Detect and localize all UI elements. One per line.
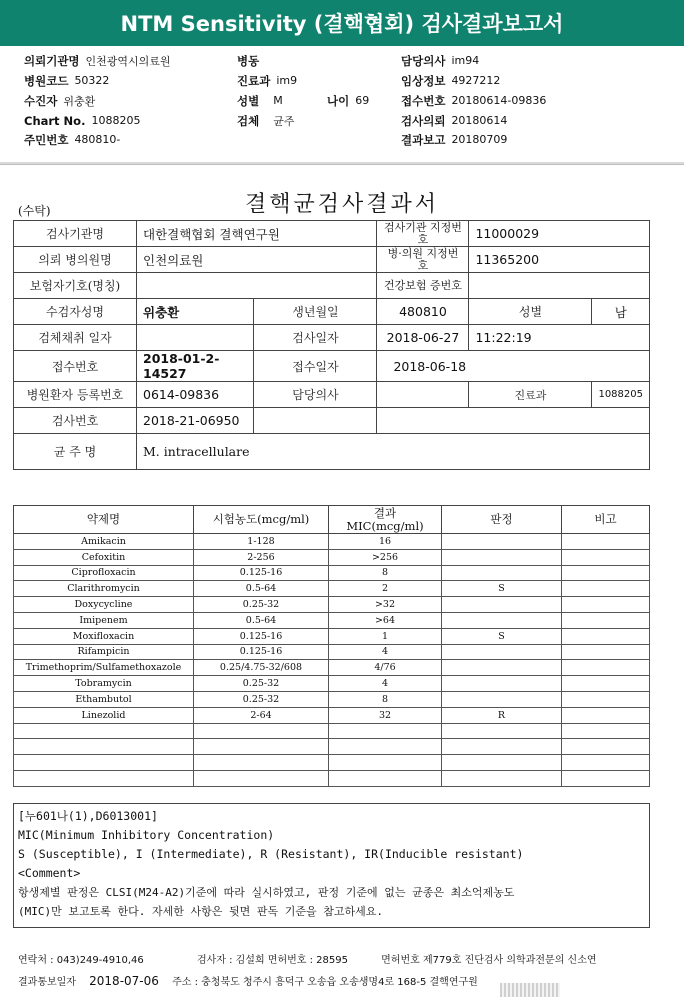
field-label: 진료과 bbox=[469, 382, 592, 408]
table-row bbox=[14, 434, 650, 470]
cell-mic: 4 bbox=[329, 676, 442, 692]
patient-info-panel bbox=[0, 50, 684, 162]
cell-judge bbox=[442, 612, 562, 628]
cell-drug bbox=[14, 739, 194, 755]
cell-note bbox=[562, 581, 650, 597]
info-label: 진료과 bbox=[237, 73, 271, 88]
field-value: M. intracellulare bbox=[137, 434, 650, 470]
cell-drug bbox=[14, 755, 194, 771]
table-row bbox=[14, 581, 650, 597]
column-header bbox=[329, 506, 442, 534]
cell-mic: 32 bbox=[329, 707, 442, 723]
info-label: 결과보고 bbox=[401, 132, 446, 147]
field-value bbox=[377, 382, 469, 408]
cell-drug: Doxycycline bbox=[14, 597, 194, 613]
info-value: 1088205 bbox=[91, 114, 141, 127]
table-row bbox=[14, 408, 650, 434]
cell-conc bbox=[194, 770, 329, 786]
table-row bbox=[14, 597, 650, 613]
cell-note bbox=[562, 549, 650, 565]
cell-mic: >64 bbox=[329, 612, 442, 628]
field-value: 남 bbox=[592, 299, 650, 325]
cell-mic: 8 bbox=[329, 565, 442, 581]
field-value: 480810 bbox=[377, 299, 469, 325]
cell-conc: 0.5-64 bbox=[194, 612, 329, 628]
table-row bbox=[14, 770, 650, 786]
info-row bbox=[401, 52, 479, 69]
report-date-label: 결과통보일자 bbox=[18, 977, 76, 988]
field-label: 의뢰 병의원명 bbox=[14, 247, 137, 273]
table-row bbox=[14, 325, 650, 351]
info-value: im94 bbox=[451, 54, 480, 67]
cell-judge bbox=[442, 676, 562, 692]
table-row bbox=[14, 382, 650, 408]
field-label: 검사기관명 bbox=[14, 221, 137, 247]
cell-drug: Trimethoprim/Sulfamethoxazole bbox=[14, 660, 194, 676]
column-header: 약제명 bbox=[14, 506, 194, 534]
info-value: 20180614-09836 bbox=[451, 94, 547, 107]
cell-drug: Ciprofloxacin bbox=[14, 565, 194, 581]
field-label: 균 주 명 bbox=[14, 434, 137, 470]
cell-judge: S bbox=[442, 581, 562, 597]
cell-drug: Linezolid bbox=[14, 707, 194, 723]
cell-note bbox=[562, 707, 650, 723]
cell-conc: 0.125-16 bbox=[194, 628, 329, 644]
info-value: 69 bbox=[355, 94, 370, 107]
empty-cell bbox=[377, 408, 650, 434]
empty-cell bbox=[254, 408, 377, 434]
table-header-row bbox=[14, 506, 650, 534]
comment-line: 항생제별 판정은 CLSI(M24-A2)기준에 따라 실시하였고, 판정 기준에 없는 균종은 최소억제농도 bbox=[18, 886, 515, 899]
info-value: 480810- bbox=[74, 133, 121, 146]
cell-judge bbox=[442, 660, 562, 676]
field-value: 11:22:19 bbox=[469, 325, 650, 351]
field-label: 검사일자 bbox=[254, 325, 377, 351]
cell-note bbox=[562, 534, 650, 550]
info-row bbox=[327, 92, 369, 109]
field-label: 병원환자 등록번호 bbox=[14, 382, 137, 408]
info-label: 나이 bbox=[327, 93, 350, 108]
cell-drug: Tobramycin bbox=[14, 676, 194, 692]
info-label: 병동 bbox=[237, 53, 260, 68]
info-row bbox=[237, 72, 297, 89]
cell-conc: 0.25-32 bbox=[194, 597, 329, 613]
info-row bbox=[24, 72, 109, 89]
cell-note bbox=[562, 723, 650, 739]
info-label: Chart No. bbox=[24, 113, 86, 128]
susceptibility-table bbox=[13, 505, 650, 787]
field-value: 2018-06-27 bbox=[377, 325, 469, 351]
cell-judge bbox=[442, 691, 562, 707]
cell-conc: 0.25/4.75-32/608 bbox=[194, 660, 329, 676]
info-row bbox=[237, 112, 294, 129]
comment-line: <Comment> bbox=[18, 866, 81, 880]
cell-mic: >32 bbox=[329, 597, 442, 613]
table-row bbox=[14, 723, 650, 739]
field-label: 건강보험 증번호 bbox=[377, 273, 469, 299]
comment-line: S (Susceptible), I (Intermediate), R (Resistant), IR(Inducible resistant) bbox=[18, 847, 524, 861]
cell-mic: 16 bbox=[329, 534, 442, 550]
cell-conc: 0.5-64 bbox=[194, 581, 329, 597]
cell-judge bbox=[442, 644, 562, 660]
field-value: 11000029 bbox=[469, 221, 650, 247]
cell-conc: 0.25-32 bbox=[194, 691, 329, 707]
cell-mic: 8 bbox=[329, 691, 442, 707]
cell-conc: 0.125-16 bbox=[194, 644, 329, 660]
field-label: 생년월일 bbox=[254, 299, 377, 325]
cell-judge: S bbox=[442, 628, 562, 644]
info-label: 성별 bbox=[237, 93, 260, 108]
cell-conc bbox=[194, 739, 329, 755]
cell-note bbox=[562, 644, 650, 660]
cell-judge bbox=[442, 534, 562, 550]
table-row bbox=[14, 739, 650, 755]
table-row bbox=[14, 707, 650, 723]
info-label: 주민번호 bbox=[24, 132, 69, 147]
report-title-bar bbox=[0, 0, 684, 46]
info-row bbox=[237, 92, 283, 109]
field-value: 0614-09836 bbox=[137, 382, 254, 408]
field-value bbox=[137, 273, 377, 299]
cell-note bbox=[562, 612, 650, 628]
info-label: 검체 bbox=[237, 113, 260, 128]
field-value: 대한결핵협회 결핵연구원 bbox=[137, 221, 377, 247]
info-row bbox=[24, 92, 95, 109]
field-label: 접수번호 bbox=[14, 351, 137, 382]
document-title: 결핵균검사결과서 bbox=[244, 192, 440, 217]
info-value: 4927212 bbox=[451, 74, 501, 87]
field-value: 2018-01-2-14527 bbox=[137, 351, 254, 382]
footer-line-1 bbox=[18, 951, 658, 966]
table-row bbox=[14, 549, 650, 565]
report-info-table bbox=[13, 220, 650, 470]
footer-license: 면허번호 제779호 진단검사 의학과전문의 신소연 bbox=[381, 955, 597, 966]
cell-mic bbox=[329, 723, 442, 739]
cell-mic: 4/76 bbox=[329, 660, 442, 676]
info-value: 인천광역시의료원 bbox=[85, 54, 171, 68]
cell-mic bbox=[329, 755, 442, 771]
table-row bbox=[14, 247, 650, 273]
comment-line: [누601나(1),D6013001] bbox=[18, 809, 158, 823]
page-label: (수탁) bbox=[18, 204, 51, 218]
info-label: 접수번호 bbox=[401, 93, 446, 108]
cell-note bbox=[562, 660, 650, 676]
info-row bbox=[24, 52, 171, 69]
info-value: 20180709 bbox=[451, 133, 508, 146]
info-row bbox=[24, 112, 140, 129]
info-value: im9 bbox=[276, 74, 298, 87]
field-label: 성별 bbox=[469, 299, 592, 325]
cell-judge bbox=[442, 723, 562, 739]
info-value: 위충환 bbox=[63, 94, 96, 108]
stamp-mark bbox=[500, 983, 560, 997]
cell-conc: 0.25-32 bbox=[194, 676, 329, 692]
report-title: NTM Sensitivity (결핵협회) 검사결과보고서 bbox=[120, 12, 564, 36]
cell-mic: 2 bbox=[329, 581, 442, 597]
comment-line: (MIC)만 보고토록 한다. 자세한 사항은 뒷면 판독 기준을 참고하세요. bbox=[18, 905, 383, 918]
cell-drug: Rifampicin bbox=[14, 644, 194, 660]
cell-note bbox=[562, 597, 650, 613]
cell-note bbox=[562, 755, 650, 771]
info-row bbox=[401, 72, 500, 89]
cell-note bbox=[562, 565, 650, 581]
cell-conc bbox=[194, 723, 329, 739]
table-row bbox=[14, 534, 650, 550]
column-header: 판정 bbox=[442, 506, 562, 534]
cell-judge bbox=[442, 549, 562, 565]
scanned-report bbox=[0, 165, 684, 1000]
cell-conc: 2-256 bbox=[194, 549, 329, 565]
cell-mic bbox=[329, 739, 442, 755]
cell-drug: Amikacin bbox=[14, 534, 194, 550]
info-row bbox=[24, 131, 120, 148]
info-value: 50322 bbox=[74, 74, 110, 87]
cell-judge: R bbox=[442, 707, 562, 723]
footer-address: 주소 : 충청북도 청주시 흥덕구 오송읍 오송생명4로 168-5 결핵연구원 bbox=[172, 977, 478, 988]
cell-note bbox=[562, 676, 650, 692]
cell-conc: 0.125-16 bbox=[194, 565, 329, 581]
field-value: 1088205 bbox=[592, 382, 650, 408]
table-row bbox=[14, 755, 650, 771]
cell-drug: Imipenem bbox=[14, 612, 194, 628]
field-value: 위충환 bbox=[137, 299, 254, 325]
cell-note bbox=[562, 739, 650, 755]
table-row bbox=[14, 691, 650, 707]
field-label: 보험자기호(명칭) bbox=[14, 273, 137, 299]
field-label: 검체채취 일자 bbox=[14, 325, 137, 351]
comment-line: MIC(Minimum Inhibitory Concentration) bbox=[18, 828, 275, 842]
info-value: 균주 bbox=[273, 114, 295, 128]
cell-drug: Cefoxitin bbox=[14, 549, 194, 565]
report-date-value: 2018-07-06 bbox=[89, 974, 159, 988]
cell-drug: Moxifloxacin bbox=[14, 628, 194, 644]
info-row bbox=[237, 52, 265, 69]
info-value: M bbox=[273, 94, 283, 107]
column-header: 비고 bbox=[562, 506, 650, 534]
table-row bbox=[14, 660, 650, 676]
cell-mic: 1 bbox=[329, 628, 442, 644]
cell-note bbox=[562, 628, 650, 644]
field-value: 2018-06-18 bbox=[377, 351, 650, 382]
info-label: 병원코드 bbox=[24, 73, 69, 88]
table-row bbox=[14, 565, 650, 581]
table-row bbox=[14, 612, 650, 628]
cell-judge bbox=[442, 755, 562, 771]
field-label: 병·의원 지정번호 bbox=[377, 247, 469, 273]
info-row bbox=[401, 92, 546, 109]
cell-conc: 2-64 bbox=[194, 707, 329, 723]
footer-tester: 검사자 : 김설희 면허번호 : 28595 bbox=[196, 955, 348, 966]
cell-judge bbox=[442, 565, 562, 581]
column-header: 시험농도(mcg/ml) bbox=[194, 506, 329, 534]
table-row bbox=[14, 351, 650, 382]
info-value: 20180614 bbox=[451, 114, 508, 127]
cell-drug bbox=[14, 723, 194, 739]
field-label: 검사기관 지정번호 bbox=[377, 221, 469, 247]
info-label: 담당의사 bbox=[401, 53, 446, 68]
cell-judge bbox=[442, 739, 562, 755]
cell-drug: Clarithromycin bbox=[14, 581, 194, 597]
cell-judge bbox=[442, 597, 562, 613]
info-row bbox=[401, 131, 507, 148]
info-label: 임상정보 bbox=[401, 73, 446, 88]
field-label: 접수일자 bbox=[254, 351, 377, 382]
comment-box bbox=[13, 803, 650, 928]
info-row bbox=[401, 112, 507, 129]
table-row bbox=[14, 628, 650, 644]
field-label: 담당의사 bbox=[254, 382, 377, 408]
info-label: 검사의뢰 bbox=[401, 113, 446, 128]
field-value bbox=[469, 273, 650, 299]
table-row bbox=[14, 299, 650, 325]
cell-conc: 1-128 bbox=[194, 534, 329, 550]
column-header-line: MIC(mcg/ml) bbox=[346, 518, 424, 533]
field-value: 11365200 bbox=[469, 247, 650, 273]
cell-mic: 4 bbox=[329, 644, 442, 660]
table-row bbox=[14, 273, 650, 299]
table-row bbox=[14, 221, 650, 247]
info-label: 의뢰기관명 bbox=[24, 53, 80, 68]
cell-drug: Ethambutol bbox=[14, 691, 194, 707]
cell-note bbox=[562, 770, 650, 786]
table-row bbox=[14, 644, 650, 660]
cell-drug bbox=[14, 770, 194, 786]
cell-mic bbox=[329, 770, 442, 786]
footer-phone: 연락처 : 043)249-4910,46 bbox=[18, 955, 144, 966]
field-label: 수검자성명 bbox=[14, 299, 137, 325]
field-value: 인천의료원 bbox=[137, 247, 377, 273]
table-row bbox=[14, 676, 650, 692]
cell-note bbox=[562, 691, 650, 707]
cell-mic: >256 bbox=[329, 549, 442, 565]
column-header-line: 결과 bbox=[373, 505, 397, 520]
cell-conc bbox=[194, 755, 329, 771]
footer-line-2 bbox=[18, 973, 658, 988]
info-label: 수진자 bbox=[24, 93, 58, 108]
cell-judge bbox=[442, 770, 562, 786]
field-value bbox=[137, 325, 254, 351]
field-value: 2018-21-06950 bbox=[137, 408, 254, 434]
field-label: 검사번호 bbox=[14, 408, 137, 434]
